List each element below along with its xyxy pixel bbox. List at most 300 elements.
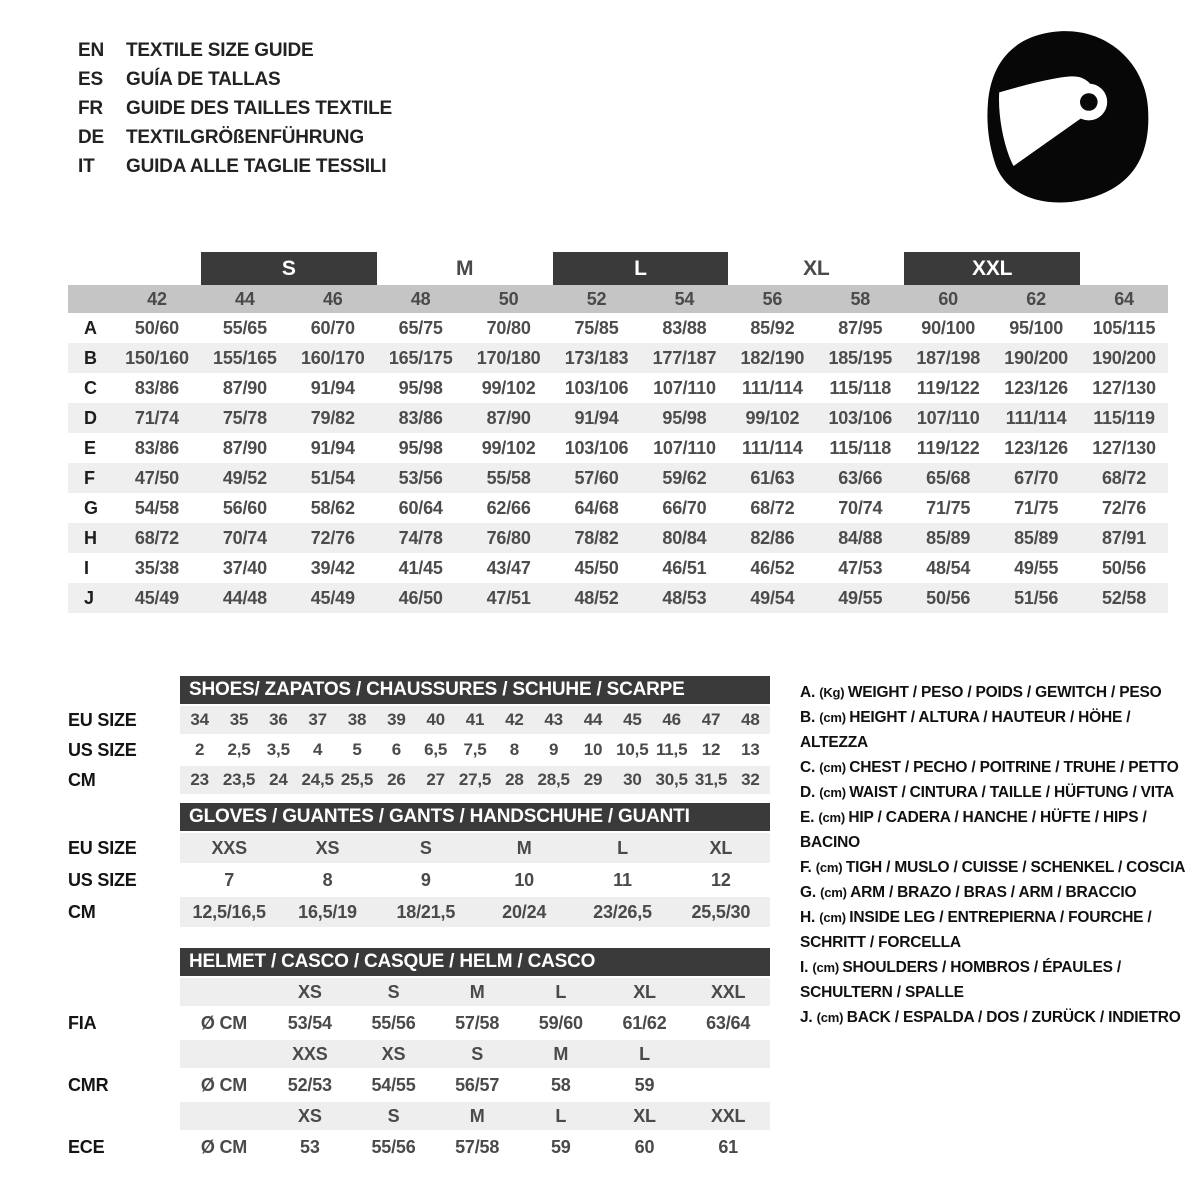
gloves-cell: 12,5/16,5 xyxy=(192,901,266,922)
helmet-value-cell: 57/58 xyxy=(455,1012,500,1033)
measurement-cell: 90/100 xyxy=(921,317,976,338)
measurement-cell: 127/130 xyxy=(1092,377,1156,398)
measurement-cell: 61/63 xyxy=(750,467,795,488)
legend-item xyxy=(800,855,1198,880)
size-number-cell: 50 xyxy=(498,288,519,309)
shoes-cell: 46 xyxy=(662,710,681,729)
legend-text: WAIST / CINTURA / TAILLE / HÜFTUNG / VITA xyxy=(849,784,1175,801)
measurement-cell: 79/82 xyxy=(310,407,355,428)
measurement-row-label: C xyxy=(84,377,97,398)
measurement-cell: 87/90 xyxy=(486,407,531,428)
measurement-cell: 51/54 xyxy=(310,467,355,488)
measurement-cell: 52/58 xyxy=(1102,587,1147,608)
measurement-row-label: B xyxy=(84,347,97,368)
gloves-row xyxy=(68,833,770,863)
shoes-cell: 8 xyxy=(509,740,519,759)
legend-key: J. xyxy=(800,1009,817,1026)
measurement-cell: 95/100 xyxy=(1009,317,1064,338)
shoes-cell: 38 xyxy=(347,710,367,729)
legend-key: D. xyxy=(800,784,820,801)
measurement-cell: 78/82 xyxy=(574,527,619,548)
helmet-size-cell: S xyxy=(387,981,400,1002)
measurement-cell: 85/92 xyxy=(750,317,795,338)
size-number-cell: 56 xyxy=(762,288,783,309)
measurement-cell: 68/72 xyxy=(134,527,179,548)
legend-item xyxy=(800,680,1198,705)
measurement-cell: 80/84 xyxy=(662,527,707,548)
gloves-cell: M xyxy=(516,837,532,858)
guide-title: TEXTILE SIZE GUIDE xyxy=(126,40,314,61)
shoes-row-cells xyxy=(180,706,770,734)
shoes-cell: 41 xyxy=(465,710,485,729)
measurement-cell: 107/110 xyxy=(916,407,980,428)
legend-unit: (cm) xyxy=(815,860,846,875)
measurement-row xyxy=(68,493,1168,523)
measurement-row xyxy=(68,313,1168,343)
shoes-cell: 36 xyxy=(269,710,288,729)
shoes-cell: 45 xyxy=(623,710,642,729)
measurement-row xyxy=(68,523,1168,553)
measurement-cell: 67/70 xyxy=(1014,467,1059,488)
legend-key: I. xyxy=(800,959,813,976)
shoes-cell: 6 xyxy=(391,740,401,759)
language-code: ES xyxy=(78,69,103,90)
helmet-size-cell: XXL xyxy=(710,1105,746,1126)
gloves-row-label: EU SIZE xyxy=(68,837,137,858)
measurement-cell: 190/200 xyxy=(1004,347,1068,368)
helmet-standard-row xyxy=(68,1070,770,1100)
size-number-cell: 60 xyxy=(938,288,958,309)
measurement-row-label: E xyxy=(84,437,96,458)
measurement-cell: 115/118 xyxy=(829,437,892,458)
measurement-cell: 50/56 xyxy=(1102,557,1147,578)
helmet-size-cell: XL xyxy=(633,1105,656,1126)
measurement-cell: 119/122 xyxy=(916,377,980,398)
measurement-cell: 46/51 xyxy=(662,557,707,578)
measurement-cell: 49/55 xyxy=(838,587,883,608)
measurement-cell: 107/110 xyxy=(653,377,716,398)
measurement-cell: 65/68 xyxy=(926,467,971,488)
measurement-cell: 70/74 xyxy=(222,527,267,548)
shoes-cell: 10,5 xyxy=(616,740,649,759)
legend-text: TIGH / MUSLO / CUISSE / SCHENKEL / COSCIA xyxy=(845,859,1186,876)
measurement-cell: 99/102 xyxy=(481,437,536,458)
shoes-cell: 3,5 xyxy=(266,740,290,759)
helmet-value-cell: 59/60 xyxy=(538,1012,583,1033)
measurement-cell: 49/54 xyxy=(750,587,795,608)
helmet-size-row-cells xyxy=(180,1102,770,1130)
legend-key: C. xyxy=(800,759,820,776)
measurement-row-label: F xyxy=(84,467,95,488)
measurement-cell: 115/119 xyxy=(1093,407,1155,428)
gloves-cell: XXS xyxy=(211,837,247,858)
legend-key: B. xyxy=(800,709,820,726)
helmet-size-row xyxy=(68,1102,770,1130)
helmet-standard-cells xyxy=(180,1132,770,1162)
measurement-cell: 76/80 xyxy=(486,527,531,548)
measurement-cell: 59/62 xyxy=(662,467,707,488)
measurement-cell: 45/50 xyxy=(574,557,619,578)
measurement-cell: 71/74 xyxy=(134,407,179,428)
helmet-size-cell: XS xyxy=(381,1043,406,1064)
helmet-standard-label: ECE xyxy=(68,1136,105,1157)
measurement-cell: 103/106 xyxy=(828,407,893,428)
measurement-cell: 46/52 xyxy=(750,557,795,578)
measurement-cell: 187/198 xyxy=(916,347,981,368)
size-group-row xyxy=(68,252,1168,285)
measurement-cell: 83/86 xyxy=(398,407,443,428)
gloves-row xyxy=(68,865,770,895)
size-number-cell: 64 xyxy=(1114,288,1134,309)
measurement-cell: 87/95 xyxy=(838,317,883,338)
gloves-table-rows xyxy=(68,833,770,927)
size-number-row xyxy=(68,285,1168,313)
shoes-row xyxy=(68,736,770,764)
helmet-size-cell: L xyxy=(555,1105,567,1126)
measurement-cell: 39/42 xyxy=(310,557,355,578)
language-code: EN xyxy=(78,40,104,61)
size-number-cell: 54 xyxy=(674,288,695,309)
shoes-cell: 43 xyxy=(544,710,563,729)
size-number-cell: 52 xyxy=(586,288,607,309)
helmet-value-cell: 53/54 xyxy=(287,1012,332,1033)
gloves-table-title: GLOVES / GUANTES / GANTS / HANDSCHUHE / GUANTI xyxy=(180,803,770,831)
measurement-cell: 107/110 xyxy=(653,437,716,458)
measurement-cell: 49/52 xyxy=(222,467,267,488)
measurement-row xyxy=(68,343,1168,373)
shoes-cell: 6,5 xyxy=(424,740,448,759)
helmet-value-cell: 54/55 xyxy=(371,1074,416,1095)
measurement-cell: 37/40 xyxy=(222,557,267,578)
measurement-cell: 91/94 xyxy=(310,377,355,398)
measurement-cell: 72/76 xyxy=(1102,497,1147,518)
measurement-cell: 190/200 xyxy=(1092,347,1156,368)
measurement-cell: 44/48 xyxy=(222,587,267,608)
gloves-cell: 23/26,5 xyxy=(593,901,652,922)
legend-key: A. xyxy=(800,684,820,701)
helmet-unit-label: Ø CM xyxy=(200,1136,248,1157)
helmet-value-cell: 61 xyxy=(718,1136,738,1157)
helmet-size-cell: XXL xyxy=(710,981,746,1002)
legend-text: WEIGHT / PESO / POIDS / GEWITCH / PESO xyxy=(847,684,1162,701)
shoes-cell: 10 xyxy=(583,740,603,759)
legend-text: BACK / ESPALDA / DOS / ZURÜCK / INDIETRO xyxy=(846,1009,1181,1026)
legend-key: H. xyxy=(800,909,820,926)
measurement-cell: 150/160 xyxy=(125,347,189,368)
shoes-table-title: SHOES/ ZAPATOS / CHAUSSURES / SCHUHE / SCARPE xyxy=(180,676,770,704)
gloves-row-label: CM xyxy=(68,901,96,922)
shoes-cell: 39 xyxy=(387,710,406,729)
measurement-cell: 53/56 xyxy=(398,467,443,488)
measurement-cell: 65/75 xyxy=(398,317,443,338)
measurement-cell: 105/115 xyxy=(1092,317,1156,338)
helmet-size-cell: XS xyxy=(298,981,322,1002)
measurement-cell: 160/170 xyxy=(300,347,365,368)
helmet-value-cell: 57/58 xyxy=(455,1136,500,1157)
measurement-cell: 64/68 xyxy=(574,497,619,518)
measurement-cell: 68/72 xyxy=(750,497,795,518)
shoes-cell: 48 xyxy=(741,710,760,729)
measurement-row-label: G xyxy=(84,497,98,518)
measurement-cell: 50/60 xyxy=(134,317,179,338)
size-number-cell: 62 xyxy=(1026,288,1046,309)
size-group-label: L xyxy=(553,252,729,285)
size-number-cell: 44 xyxy=(235,288,255,309)
measurement-cell: 48/53 xyxy=(662,587,707,608)
gloves-cell: 25,5/30 xyxy=(691,901,751,922)
legend-item xyxy=(800,1005,1198,1030)
helmet-standard-cells xyxy=(180,1008,770,1038)
shoes-cell: 30 xyxy=(623,770,642,789)
measurement-cell: 58/62 xyxy=(310,497,355,518)
measurement-cell: 60/70 xyxy=(310,317,355,338)
measurement-cell: 62/66 xyxy=(486,497,531,518)
measurement-cell: 50/56 xyxy=(926,587,971,608)
legend-unit: (cm) xyxy=(816,1010,847,1025)
legend-item xyxy=(800,905,1198,955)
shoes-cell: 29 xyxy=(583,770,603,789)
shoes-cell: 30,5 xyxy=(655,770,688,789)
measurement-cell: 177/187 xyxy=(652,347,717,368)
measurement-cell: 82/86 xyxy=(750,527,795,548)
measurement-cell: 45/49 xyxy=(134,587,179,608)
gloves-row-label: US SIZE xyxy=(68,869,137,890)
measurement-cell: 99/102 xyxy=(745,407,800,428)
measurement-row xyxy=(68,373,1168,403)
helmet-size-cell: S xyxy=(387,1105,400,1126)
measurement-cell: 68/72 xyxy=(1102,467,1147,488)
legend-unit: (cm) xyxy=(818,810,849,825)
language-title-list xyxy=(78,36,392,181)
shoes-row xyxy=(68,766,770,794)
measurement-cell: 84/88 xyxy=(838,527,883,548)
gloves-size-table xyxy=(68,803,770,927)
helmet-value-cell: 55/56 xyxy=(371,1136,416,1157)
shoes-cell: 27,5 xyxy=(458,770,492,789)
helmet-size-row xyxy=(68,978,770,1006)
size-number-cell: 48 xyxy=(410,288,431,309)
legend-text: HEIGHT / ALTURA / HAUTEUR / HÖHE / ALTEZZA xyxy=(800,709,1131,751)
measurement-cell: 95/98 xyxy=(398,377,443,398)
measurement-row xyxy=(68,463,1168,493)
measurement-cell: 45/49 xyxy=(310,587,355,608)
legend-item xyxy=(800,805,1198,855)
legend-unit: (cm) xyxy=(819,760,850,775)
measurement-cell: 170/180 xyxy=(476,347,541,368)
helmet-size-row-cells xyxy=(180,978,770,1006)
helmet-table-rows xyxy=(68,978,770,1162)
legend-item xyxy=(800,755,1198,780)
shoes-cell: 2,5 xyxy=(227,740,251,759)
shoes-row-label: US SIZE xyxy=(68,739,137,760)
helmet-size-row-spacer xyxy=(68,978,180,1006)
helmet-value-cell: 59 xyxy=(551,1136,571,1157)
measurement-cell: 74/78 xyxy=(398,527,443,548)
legend-text: SHOULDERS / HOMBROS / ÉPAULES / SCHULTERN / SPALLE xyxy=(800,959,1121,1001)
shoes-cell: 2 xyxy=(195,740,205,759)
measurement-cell: 71/75 xyxy=(1014,497,1059,518)
helmet-standard-cells xyxy=(180,1070,770,1100)
measurement-cell: 71/75 xyxy=(926,497,971,518)
measurement-cell: 173/183 xyxy=(564,347,629,368)
shoes-cell: 40 xyxy=(426,710,445,729)
gloves-cell: S xyxy=(419,837,432,858)
helmet-value-cell: 53 xyxy=(300,1136,320,1157)
size-group-label: S xyxy=(201,252,377,285)
gloves-cell: XS xyxy=(315,837,340,858)
shoes-cell: 31,5 xyxy=(694,770,728,789)
helmet-size-cell: M xyxy=(469,1105,485,1126)
measurement-cell: 115/118 xyxy=(829,377,892,398)
guide-title: GUÍA DE TALLAS xyxy=(126,69,281,90)
shoes-cell: 4 xyxy=(313,740,323,759)
measurement-cell: 43/47 xyxy=(486,557,531,578)
language-code: FR xyxy=(78,98,103,119)
language-row xyxy=(78,65,392,94)
measurement-cell: 54/58 xyxy=(134,497,179,518)
measurement-cell: 111/114 xyxy=(742,377,803,398)
measurement-cell: 47/53 xyxy=(838,557,883,578)
measurement-legend xyxy=(800,680,1198,1030)
measurement-cell: 123/126 xyxy=(1004,437,1068,458)
shoes-cell: 5 xyxy=(352,740,362,759)
shoes-cell: 7,5 xyxy=(463,740,487,759)
shoes-cell: 32 xyxy=(741,770,760,789)
shoes-row-label: EU SIZE xyxy=(68,709,137,730)
measurement-row-label: D xyxy=(84,407,97,428)
gloves-cell: 9 xyxy=(420,869,431,890)
measurement-cell: 55/58 xyxy=(486,467,531,488)
shoes-cell: 12 xyxy=(701,740,721,759)
shoes-cell: 42 xyxy=(505,710,524,729)
gloves-cell: L xyxy=(617,837,628,858)
legend-item xyxy=(800,780,1198,805)
measurement-cell: 70/80 xyxy=(486,317,531,338)
shoes-cell: 27 xyxy=(426,770,445,789)
measurement-cell: 87/90 xyxy=(222,377,267,398)
helmet-value-cell: 52/53 xyxy=(287,1074,332,1095)
legend-unit: (cm) xyxy=(819,710,850,725)
measurement-cell: 83/88 xyxy=(662,317,707,338)
measurement-row xyxy=(68,583,1168,613)
gloves-row-cells xyxy=(180,865,770,895)
measurement-cell: 51/56 xyxy=(1014,587,1059,608)
measurement-cell: 70/74 xyxy=(838,497,883,518)
shoes-row-cells xyxy=(180,766,770,794)
gloves-cell: 18/21,5 xyxy=(396,901,456,922)
shoes-cell: 35 xyxy=(229,710,249,729)
shoes-size-table xyxy=(68,676,770,794)
shoes-cell: 28,5 xyxy=(537,770,570,789)
helmet-size-table xyxy=(68,948,770,1162)
guide-title: GUIDA ALLE TAGLIE TESSILI xyxy=(126,156,387,177)
shoes-cell: 23 xyxy=(190,770,209,789)
shoes-cell: 24,5 xyxy=(301,770,334,789)
measurement-cell: 127/130 xyxy=(1092,437,1156,458)
measurement-row xyxy=(68,433,1168,463)
shoes-row-label: CM xyxy=(68,769,96,790)
measurement-row xyxy=(68,553,1168,583)
helmet-value-cell: 61/62 xyxy=(622,1012,667,1033)
legend-key: E. xyxy=(800,809,819,826)
measurement-cell: 57/60 xyxy=(574,467,619,488)
gloves-cell: 20/24 xyxy=(502,901,547,922)
language-code: IT xyxy=(78,156,95,177)
measurement-cell: 47/50 xyxy=(134,467,179,488)
size-number-cell: 58 xyxy=(850,288,871,309)
measurement-cell: 123/126 xyxy=(1004,377,1068,398)
gloves-cell: XL xyxy=(709,837,733,858)
helmet-unit-label: Ø CM xyxy=(200,1012,248,1033)
helmet-standard-row xyxy=(68,1008,770,1038)
shoes-cell: 26 xyxy=(387,770,406,789)
measurement-cell: 66/70 xyxy=(662,497,707,518)
shoes-cell: 11,5 xyxy=(655,740,688,759)
helmet-size-row xyxy=(68,1040,770,1068)
helmet-value-cell: 60 xyxy=(634,1136,655,1157)
gloves-cell: 7 xyxy=(224,869,235,890)
shoes-row-cells xyxy=(180,736,770,764)
legend-item xyxy=(800,880,1198,905)
size-group-label: M xyxy=(456,256,474,280)
legend-text: INSIDE LEG / ENTREPIERNA / FOURCHE / SCHRITT / FORCELLA xyxy=(800,909,1152,951)
size-group-label: XL xyxy=(803,256,830,280)
measurement-cell: 111/114 xyxy=(742,437,803,458)
measurement-cell: 48/52 xyxy=(574,587,619,608)
guide-title: TEXTILGRÖßENFÜHRUNG xyxy=(126,127,364,148)
measurement-cell: 182/190 xyxy=(740,347,805,368)
gloves-row-cells xyxy=(180,897,770,927)
measurement-cell: 185/195 xyxy=(828,347,893,368)
measurement-row-label: A xyxy=(84,317,97,338)
language-row xyxy=(78,36,392,65)
helmet-size-row-spacer xyxy=(68,1040,180,1068)
shoes-cell: 9 xyxy=(549,740,559,759)
shoes-cell: 34 xyxy=(190,710,209,729)
language-row xyxy=(78,94,392,123)
measurement-cell: 85/89 xyxy=(926,527,971,548)
helmet-size-cell: XXS xyxy=(292,1043,328,1064)
legend-key: G. xyxy=(800,884,821,901)
shoes-cell: 37 xyxy=(308,710,327,729)
measurement-cell: 55/65 xyxy=(222,317,267,338)
measurement-cell: 119/122 xyxy=(916,437,980,458)
measurement-cell: 46/50 xyxy=(398,587,443,608)
legend-item xyxy=(800,705,1198,755)
gloves-cell: 8 xyxy=(322,869,333,890)
helmet-size-row-spacer xyxy=(68,1102,180,1130)
measurement-cell: 111/114 xyxy=(1005,407,1067,428)
measurement-cell: 85/89 xyxy=(1014,527,1059,548)
helmet-standard-label: FIA xyxy=(68,1012,97,1033)
measurement-cell: 35/38 xyxy=(134,557,179,578)
measurement-cell: 165/175 xyxy=(388,347,453,368)
measurement-row-label: I xyxy=(84,557,89,578)
helmet-value-cell: 56/57 xyxy=(455,1074,500,1095)
guide-title: GUIDE DES TAILLES TEXTILE xyxy=(126,98,392,119)
measurement-row-label: H xyxy=(84,527,97,548)
gloves-cell: 11 xyxy=(613,869,632,890)
measurement-cell: 103/106 xyxy=(564,437,629,458)
measurement-cell: 83/86 xyxy=(134,377,179,398)
gloves-row-cells xyxy=(180,833,770,863)
measurement-cell: 56/60 xyxy=(222,497,267,518)
legend-unit: (cm) xyxy=(819,910,850,925)
shoes-cell: 44 xyxy=(583,710,603,729)
measurement-cell: 49/55 xyxy=(1014,557,1059,578)
helmet-size-row-cells xyxy=(180,1040,770,1068)
helmet-size-cell: XS xyxy=(298,1105,322,1126)
